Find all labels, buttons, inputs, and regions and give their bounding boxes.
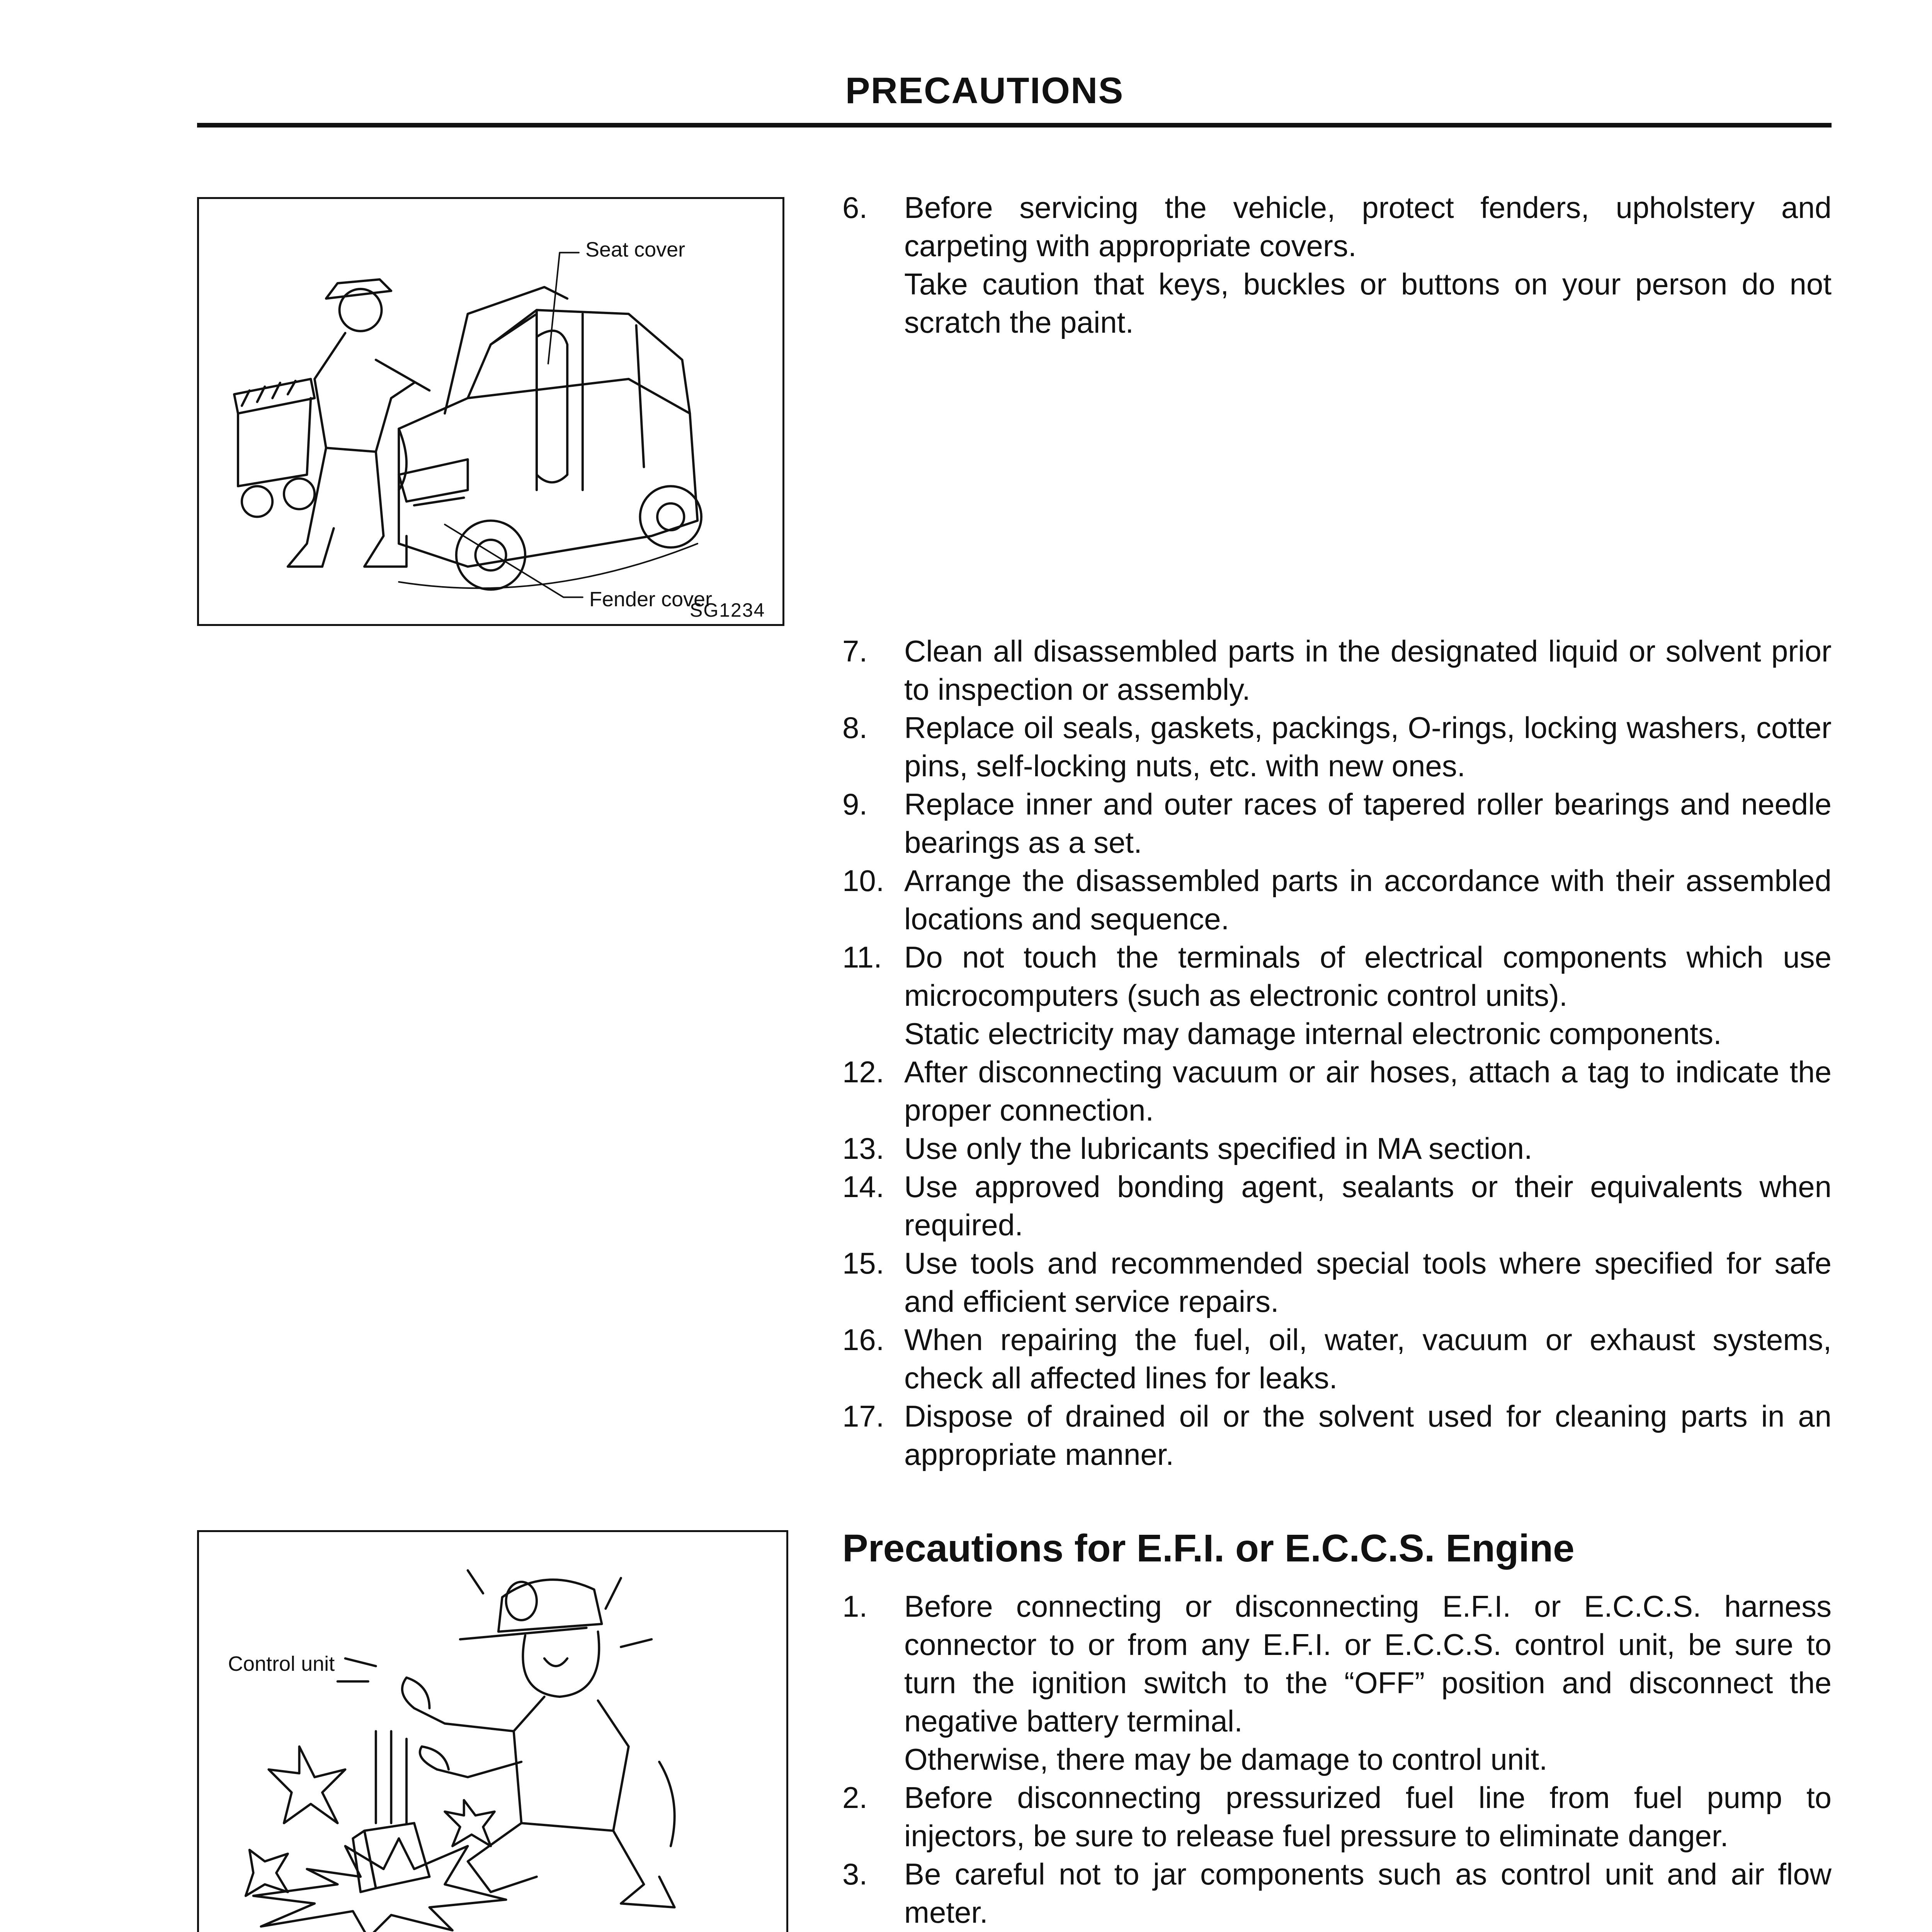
precautions-list-part1 bbox=[842, 189, 1832, 342]
list-item bbox=[842, 785, 1832, 862]
item-text: Arrange the disassembled parts in accordance with their assembled locations and sequence. bbox=[904, 864, 1832, 936]
seat-cover-label: Seat cover bbox=[585, 238, 685, 261]
item-number: 12. bbox=[842, 1055, 884, 1089]
item-text: Replace inner and outer races of tapered roller bearings and needle bearings as a set. bbox=[904, 787, 1832, 859]
figure-control-unit bbox=[197, 1530, 788, 1932]
precautions-list-part2 bbox=[842, 632, 1832, 1474]
fender-cover-label: Fender cover bbox=[589, 588, 713, 611]
header-rule bbox=[197, 123, 1832, 128]
list-item bbox=[842, 1129, 1832, 1168]
item-number: 6. bbox=[842, 190, 868, 224]
item-number: 1. bbox=[842, 1589, 868, 1623]
item-number: 17. bbox=[842, 1399, 884, 1433]
item-number: 3. bbox=[842, 1857, 868, 1891]
list-item bbox=[842, 862, 1832, 938]
item-number: 16. bbox=[842, 1323, 884, 1357]
item-number: 11. bbox=[842, 940, 882, 974]
item-text-continued: Otherwise, there may be damage to control unit. bbox=[904, 1742, 1548, 1776]
list-item bbox=[842, 632, 1832, 709]
efi-precautions-list bbox=[842, 1587, 1832, 1932]
control-unit-label: Control unit bbox=[228, 1652, 335, 1675]
item-text: After disconnecting vacuum or air hoses, attach a tag to indicate the proper connection. bbox=[904, 1055, 1832, 1127]
item-text: Do not touch the terminals of electrical components which use microcomputers (such as electronic control units). bbox=[904, 940, 1832, 1012]
list-item bbox=[842, 1779, 1832, 1855]
item-text: Before servicing the vehicle, protect fenders, upholstery and carpeting with appropriate covers. bbox=[904, 190, 1832, 263]
list-item bbox=[842, 1321, 1832, 1397]
list-item bbox=[842, 1053, 1832, 1129]
list-item bbox=[842, 1168, 1832, 1244]
item-text: When repairing the fuel, oil, water, vacuum or exhaust systems, check all affected lines for leaks. bbox=[904, 1323, 1832, 1395]
list-item bbox=[842, 1397, 1832, 1474]
item-text-continued: Static electricity may damage internal electronic components. bbox=[904, 1017, 1722, 1051]
list-item bbox=[842, 189, 1832, 342]
figure-code: SG1234 bbox=[690, 599, 765, 621]
car-service-illustration bbox=[199, 199, 782, 624]
list-item bbox=[842, 1587, 1832, 1779]
item-text: Use only the lubricants specified in MA section. bbox=[904, 1131, 1532, 1165]
control-unit-illustration bbox=[199, 1532, 786, 1932]
list-item bbox=[842, 1244, 1832, 1321]
list-item bbox=[842, 1855, 1832, 1932]
item-number: 13. bbox=[842, 1131, 884, 1165]
item-number: 14. bbox=[842, 1170, 884, 1204]
page-title: PRECAUTIONS bbox=[845, 70, 1124, 111]
item-text: Before connecting or disconnecting E.F.I. or E.C.C.S. harness connector to or from any E.F.I. or E.C.C.S. control unit, be sure to turn the ignition switch to the “OFF” position and disconnect the negative battery terminal. bbox=[904, 1589, 1832, 1738]
item-number: 8. bbox=[842, 711, 868, 745]
item-text: Use approved bonding agent, sealants or their equivalents when required. bbox=[904, 1170, 1832, 1242]
item-number: 7. bbox=[842, 634, 868, 668]
item-number: 9. bbox=[842, 787, 868, 821]
list-item bbox=[842, 938, 1832, 1053]
section-heading: Precautions for E.F.I. or E.C.C.S. Engine bbox=[842, 1527, 1575, 1570]
item-text: Before disconnecting pressurized fuel line from fuel pump to injectors, be sure to release fuel pressure to eliminate danger. bbox=[904, 1781, 1832, 1853]
list-item bbox=[842, 709, 1832, 785]
figure-seat-fender-cover bbox=[197, 197, 784, 626]
item-number: 10. bbox=[842, 864, 884, 898]
item-text: Use tools and recommended special tools where specified for safe and efficient service repairs. bbox=[904, 1246, 1832, 1318]
item-text: Clean all disassembled parts in the designated liquid or solvent prior to inspection or assembly. bbox=[904, 634, 1832, 706]
item-number: 15. bbox=[842, 1246, 884, 1280]
item-text: Replace oil seals, gaskets, packings, O-rings, locking washers, cotter pins, self-locking nuts, etc. with new ones. bbox=[904, 711, 1832, 783]
item-text: Dispose of drained oil or the solvent used for cleaning parts in an appropriate manner. bbox=[904, 1399, 1832, 1471]
item-text: Be careful not to jar components such as control unit and air flow meter. bbox=[904, 1857, 1832, 1929]
item-number: 2. bbox=[842, 1781, 868, 1815]
item-text-continued: Take caution that keys, buckles or buttons on your person do not scratch the paint. bbox=[904, 267, 1832, 339]
